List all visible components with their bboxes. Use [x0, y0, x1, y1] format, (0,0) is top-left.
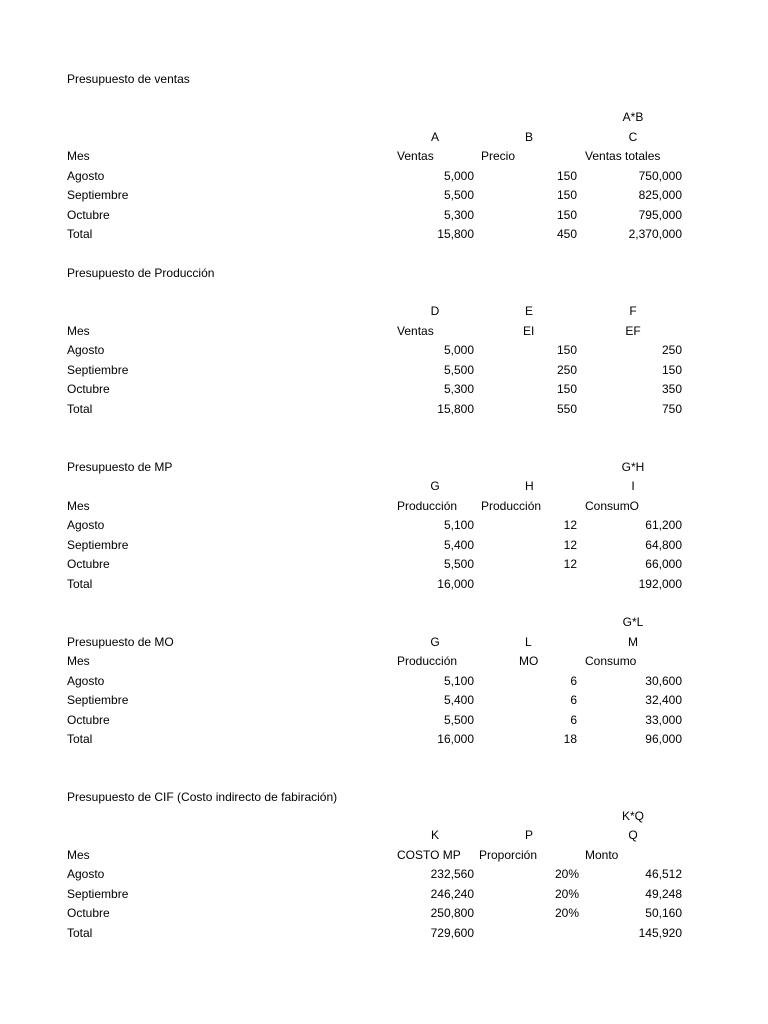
table-row	[0, 536, 768, 556]
ventas-letters-row	[0, 128, 768, 148]
cell-value: 20%	[554, 906, 579, 920]
cell-value: 6	[570, 693, 577, 707]
table-row	[0, 904, 768, 924]
cell-value: 5,300	[443, 382, 474, 396]
row-label: Total	[67, 401, 93, 416]
cell-value: 450	[556, 227, 577, 241]
cell-value: 150	[556, 168, 577, 183]
table-row	[0, 167, 768, 187]
section-title-produccion: Presupuesto de Producción	[67, 266, 215, 280]
cell-value: 6	[570, 712, 577, 727]
ventas-header-row	[0, 147, 768, 167]
header-mes: Mes	[67, 149, 90, 163]
column-letter: F	[629, 304, 637, 318]
table-row-total	[0, 225, 768, 245]
cell-value: 550	[556, 401, 577, 416]
section-title-mp: Presupuesto de MP	[67, 459, 173, 474]
table-row	[0, 672, 768, 692]
header-monto: Monto	[585, 847, 619, 862]
produccion-header-row	[0, 322, 768, 342]
mo-header-row	[0, 652, 768, 672]
row-label: Octubre	[67, 712, 110, 727]
header-ventas-totales: Ventas totales	[585, 149, 661, 163]
cif-title-row	[0, 788, 768, 808]
table-row	[0, 341, 768, 361]
cell-value: 750	[661, 401, 682, 416]
cell-value: 30,600	[645, 673, 682, 688]
table-row-total	[0, 924, 768, 944]
cell-value: 5,500	[443, 557, 474, 571]
cell-value: 192,000	[638, 576, 682, 591]
cell-value: 2,370,000	[628, 227, 682, 241]
cell-value: 5,100	[443, 673, 474, 688]
column-letter: M	[628, 634, 638, 649]
row-label: Agosto	[67, 518, 105, 532]
column-letter: C	[628, 129, 638, 144]
cell-value: 150	[661, 362, 682, 377]
row-label: Agosto	[67, 168, 105, 183]
cell-value: 49,248	[645, 886, 682, 901]
cell-value: 16,000	[437, 576, 474, 591]
cell-value: 150	[556, 188, 577, 202]
table-row	[0, 865, 768, 885]
mp-header-row	[0, 497, 768, 517]
cell-value: 61,200	[645, 518, 682, 532]
table-row-total	[0, 400, 768, 420]
cell-value: 15,800	[437, 227, 474, 241]
mo-title-row	[0, 633, 768, 653]
cell-value: 825,000	[638, 188, 682, 202]
cell-value: 20%	[554, 867, 579, 881]
cell-value: 12	[563, 518, 577, 532]
row-label: Septiembre	[67, 693, 129, 707]
cell-value: 5,000	[443, 343, 474, 357]
header-produccion: Producción	[397, 654, 458, 668]
column-letter: E	[525, 304, 534, 318]
row-label: Agosto	[67, 343, 105, 357]
cell-value: 5,000	[443, 168, 474, 183]
cell-value: 150	[556, 382, 577, 396]
row-label: Octubre	[67, 207, 110, 222]
row-label: Total	[67, 576, 93, 591]
header-consumo: ConsumO	[585, 498, 640, 513]
cell-value: 46,512	[645, 867, 682, 881]
header-mo: MO	[519, 654, 539, 668]
table-row	[0, 361, 768, 381]
column-letter: G	[430, 479, 440, 493]
table-row	[0, 885, 768, 905]
header-mes: Mes	[67, 654, 90, 668]
header-precio: Precio	[481, 149, 516, 163]
table-row	[0, 206, 768, 226]
row-label: Agosto	[67, 867, 105, 881]
row-label: Septiembre	[67, 188, 129, 202]
section-title-cif: Presupuesto de CIF (Costo indirecto de fabiración)	[67, 790, 338, 804]
column-letter: B	[525, 129, 534, 144]
cell-value: 18	[563, 732, 577, 746]
column-letter: L	[525, 634, 532, 649]
table-row	[0, 380, 768, 400]
column-letter: P	[525, 828, 534, 842]
cell-value: 150	[556, 207, 577, 222]
cell-value: 6	[570, 673, 577, 688]
row-label: Septiembre	[67, 362, 129, 377]
cif-letters-row	[0, 826, 768, 846]
cell-value: 96,000	[645, 732, 682, 746]
row-label: Septiembre	[67, 537, 129, 552]
produccion-letters-row	[0, 302, 768, 322]
row-label: Septiembre	[67, 886, 129, 901]
row-label: Octubre	[67, 382, 110, 396]
cell-value: 12	[563, 537, 577, 552]
table-row	[0, 186, 768, 206]
table-row	[0, 516, 768, 536]
cell-value: 50,160	[645, 906, 682, 920]
cell-value: 5,500	[443, 188, 474, 202]
cell-value: 246,240	[430, 886, 474, 901]
row-label: Total	[67, 732, 93, 746]
cell-value: 32,400	[645, 693, 682, 707]
column-letter: Q	[628, 828, 638, 842]
section-title-ventas: Presupuesto de ventas	[67, 72, 190, 86]
header-ventas: Ventas	[397, 149, 434, 163]
row-label: Octubre	[67, 557, 110, 571]
ventas-title-row	[0, 70, 768, 90]
header-produccion: Producción	[397, 498, 458, 513]
cell-value: 5,500	[443, 362, 474, 377]
header-consumo: Consumo	[585, 654, 637, 668]
cell-value: 12	[563, 557, 577, 571]
cell-value: 250	[556, 362, 577, 377]
table-row-total	[0, 575, 768, 595]
cell-value: 232,560	[430, 867, 474, 881]
mp-letters-row	[0, 477, 768, 497]
row-label: Octubre	[67, 906, 110, 920]
header-mes: Mes	[67, 847, 90, 862]
cell-value: 33,000	[645, 712, 682, 727]
column-letter: I	[631, 479, 635, 493]
cif-header-row	[0, 846, 768, 866]
header-ventas: Ventas	[397, 323, 434, 338]
cell-value: 145,920	[638, 925, 682, 940]
row-label: Total	[67, 227, 93, 241]
cell-value: 250,800	[430, 906, 474, 920]
column-letter: K	[430, 828, 439, 842]
cell-value: 16,000	[437, 732, 474, 746]
column-letter: A	[430, 129, 439, 144]
produccion-title-row	[0, 264, 768, 284]
table-row	[0, 691, 768, 711]
cell-value: 750,000	[638, 168, 682, 183]
header-produccion: Producción	[481, 498, 542, 513]
formula-label: K*Q	[621, 809, 644, 823]
column-letter: D	[430, 304, 440, 318]
ventas-formula-row	[0, 108, 768, 128]
cell-value: 5,100	[443, 518, 474, 532]
cell-value: 64,800	[645, 537, 682, 552]
cell-value: 350	[661, 382, 682, 396]
cell-value: 5,400	[443, 693, 474, 707]
cell-value: 729,600	[430, 925, 474, 940]
header-ei: EI	[523, 323, 535, 338]
header-mes: Mes	[67, 498, 90, 513]
header-costo-mp: COSTO MP	[397, 847, 461, 862]
cell-value: 15,800	[437, 401, 474, 416]
column-letter: H	[525, 479, 534, 493]
cif-formula-row	[0, 807, 768, 827]
cell-value: 5,500	[443, 712, 474, 727]
formula-label: A*B	[622, 110, 644, 124]
section-title-mo: Presupuesto de MO	[67, 634, 174, 649]
header-ef: EF	[625, 323, 641, 338]
cell-value: 795,000	[638, 207, 682, 222]
header-mes: Mes	[67, 323, 90, 338]
row-label: Total	[67, 925, 93, 940]
row-label: Agosto	[67, 673, 105, 688]
cell-value: 250	[661, 343, 682, 357]
cell-value: 66,000	[645, 557, 682, 571]
cell-value: 150	[556, 343, 577, 357]
table-row-total	[0, 730, 768, 750]
cell-value: 20%	[554, 886, 579, 901]
cell-value: 5,300	[443, 207, 474, 222]
table-row	[0, 555, 768, 575]
column-letter: G	[430, 634, 440, 649]
header-proporcion: Proporción	[479, 847, 538, 862]
mo-formula-row	[0, 613, 768, 633]
table-row	[0, 711, 768, 731]
formula-label: G*H	[621, 459, 645, 474]
mp-title-row	[0, 458, 768, 478]
formula-label: G*L	[622, 615, 644, 629]
cell-value: 5,400	[443, 537, 474, 552]
